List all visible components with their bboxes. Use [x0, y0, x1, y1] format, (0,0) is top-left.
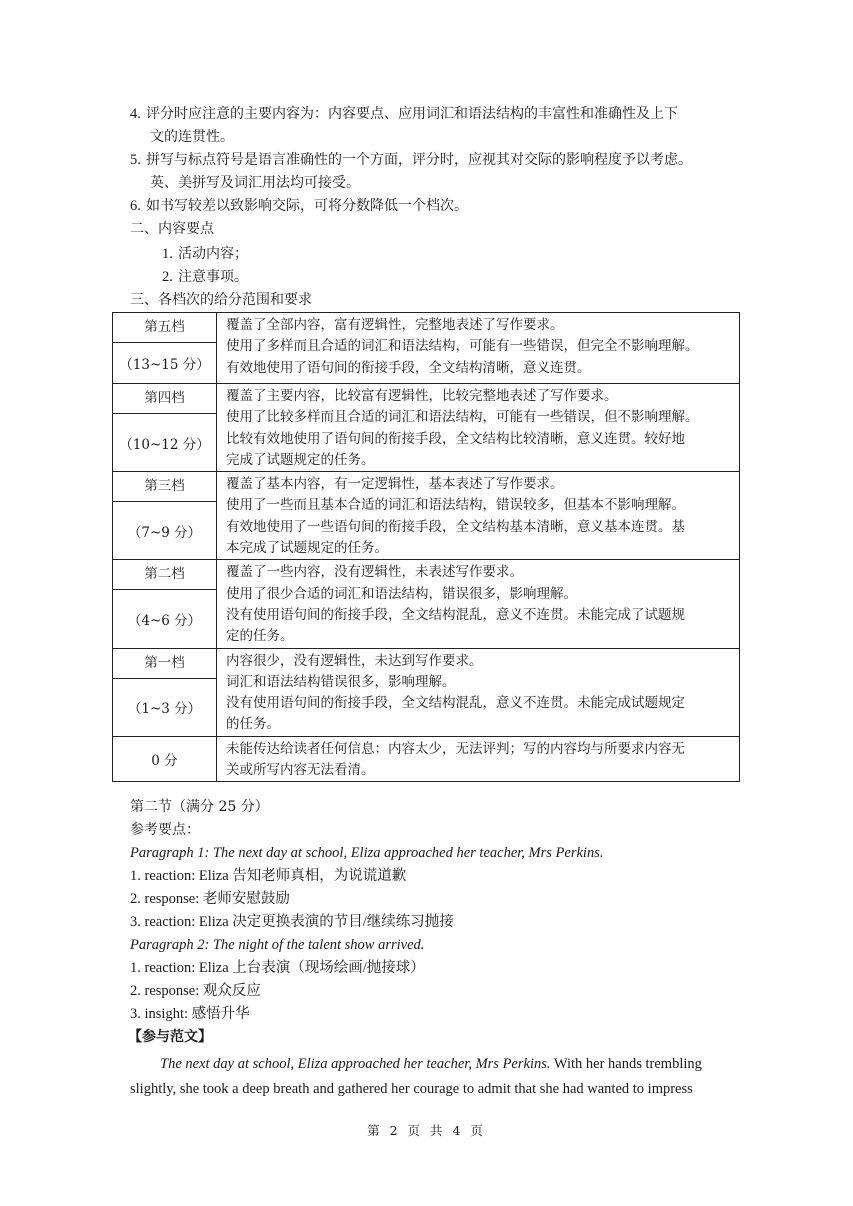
section-3-heading: 三、各档次的给分范围和要求: [130, 292, 312, 308]
paragraph-1-item: 1. reaction: Eliza 告知老师真相，为说谎道歉: [130, 868, 407, 884]
paragraph-2-item: 2. response: 观众反应: [130, 983, 261, 999]
grade-description: 内容很少，没有逻辑性，未达到写作要求。 词汇和语法结构错误很多，影响理解。 没有使用语句间的衔接手段，全文结构混乱，意义不连贯。未能完成试题规定 的任务。: [217, 648, 740, 736]
page-footer: 第 2 页 共 4 页: [367, 1123, 486, 1138]
rule-6: 6. 如书写较差以致影响交际，可将分数降低一个档次。: [130, 198, 468, 214]
grade-range: （13~15 分）: [113, 343, 217, 384]
grade-range: （4~6 分）: [113, 590, 217, 648]
grade-level: 第一档: [113, 648, 217, 678]
paragraph-2-title: Paragraph 2: The night of the talent show arrived.: [130, 937, 425, 953]
grade-description: 覆盖了全部内容，富有逻辑性，完整地表述了写作要求。 使用了多样而且合适的词汇和语法结构，可能有一些错误，但完全不影响理解。 有效地使用了语句间的衔接手段，全文结构清晰，意义连贯。: [217, 313, 740, 384]
grade-description: 覆盖了一些内容，没有逻辑性，未表述写作要求。 使用了很少合适的词汇和语法结构，错误很多，影响理解。 没有使用语句间的衔接手段，全文结构混乱，意义不连贯。未能完成了试题规 定的任务。: [217, 560, 740, 648]
sample-essay-line-2: slightly, she took a deep breath and gathered her courage to admit that she had wanted to impress: [130, 1081, 693, 1097]
grade-range: （1~3 分）: [113, 678, 217, 736]
rule-4-continuation: 文的连贯性。: [150, 129, 234, 145]
paragraph-2-item: 3. insight: 感悟升华: [130, 1006, 250, 1022]
grading-table: [112, 312, 740, 782]
grade-range: （7~9 分）: [113, 502, 217, 560]
grade-range: （10~12 分）: [113, 414, 217, 472]
rule-5: 5. 拼写与标点符号是语言准确性的一个方面，评分时，应视其对交际的影响程度予以考虑。: [130, 152, 692, 168]
rule-4: 4. 评分时应注意的主要内容为：内容要点、应用词汇和语法结构的丰富性和准确性及上下: [130, 106, 678, 122]
paragraph-1-item: 2. response: 老师安慰鼓励: [130, 891, 290, 907]
grade-level: 0 分: [113, 736, 217, 782]
grade-level: 第五档: [113, 313, 217, 343]
part-2-title: 第二节（满分 25 分）: [130, 799, 269, 815]
section-2-item-2: 2. 注意事项。: [162, 269, 248, 285]
grade-level: 第四档: [113, 384, 217, 414]
grade-description: 覆盖了主要内容，比较富有逻辑性，比较完整地表述了写作要求。 使用了比较多样而且合适的词汇和语法结构，可能有一些错误，但不影响理解。 比较有效地使用了语句间的衔接手段，全文结构比较清晰，意义连贯。较好地 完成了试题规定的任务。: [217, 384, 740, 472]
paragraph-1-title: Paragraph 1: The next day at school, Eliza approached her teacher, Mrs Perkins.: [130, 845, 604, 861]
rule-5-continuation: 英、美拼写及词汇用法均可接受。: [150, 175, 360, 191]
grade-level: 第三档: [113, 472, 217, 502]
section-2-heading: 二、内容要点: [130, 221, 214, 237]
grade-description: 覆盖了基本内容，有一定逻辑性，基本表述了写作要求。 使用了一些而且基本合适的词汇和语法结构，错误较多，但基本不影响理解。 有效地使用了一些语句间的衔接手段，全文结构基本清晰，意义基本连贯。基 本完成了试题规定的任务。: [217, 472, 740, 560]
grade-description: 未能传达给读者任何信息：内容太少，无法评判；写的内容均与所要求内容无 关或所写内容无法看清。: [217, 736, 740, 782]
grade-level: 第二档: [113, 560, 217, 590]
paragraph-1-item: 3. reaction: Eliza 决定更换表演的节目/继续练习抛接: [130, 914, 454, 930]
paragraph-2-item: 1. reaction: Eliza 上台表演（现场绘画/抛接球）: [130, 960, 425, 976]
sample-essay-line-1: The next day at school, Eliza approached her teacher, Mrs Perkins. With her hands trembling: [160, 1056, 702, 1072]
sample-essay-heading: 【参与范文】: [128, 1029, 212, 1045]
section-2-item-1: 1. 活动内容；: [162, 246, 248, 262]
reference-points-label: 参考要点：: [130, 822, 200, 838]
